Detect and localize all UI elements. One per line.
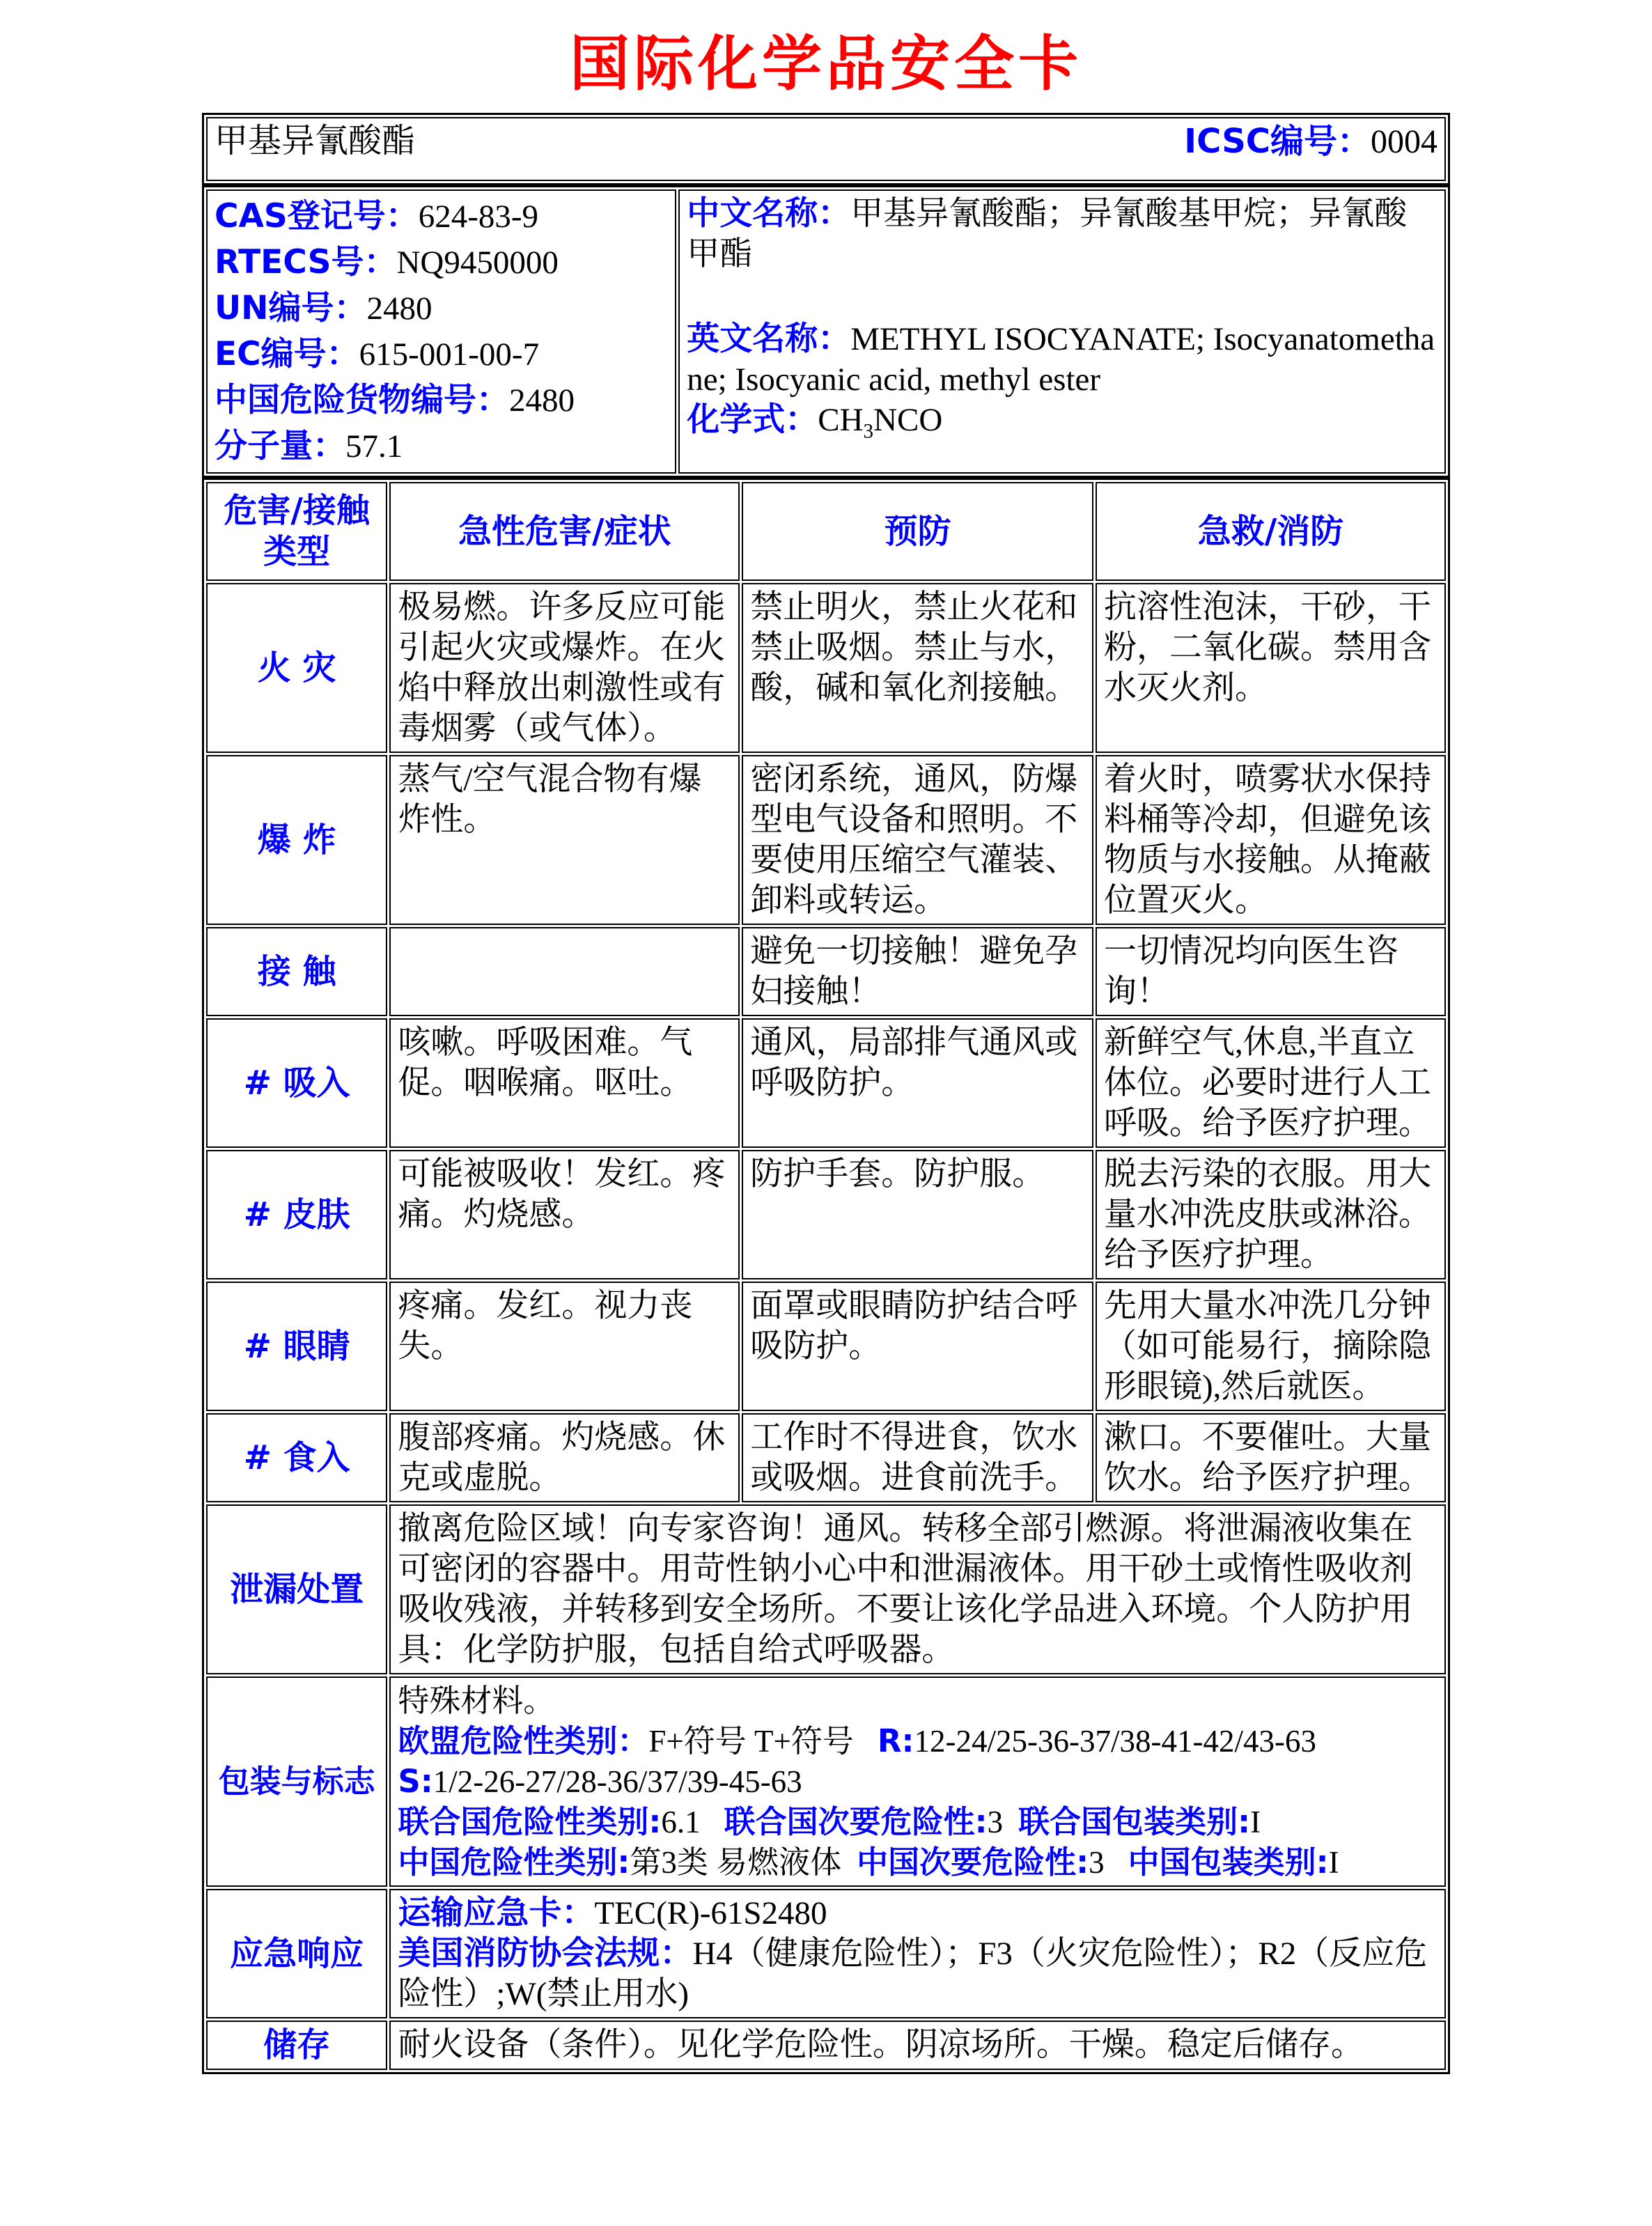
s-phrases-value: 1/2-26-27/28-36/37/39-45-63 [433, 1764, 802, 1799]
s-phrases-label: S: [398, 1763, 433, 1800]
un-class-label: 联合国危险性类别: [398, 1803, 662, 1840]
packaging-category: 包装与标志 [206, 1676, 387, 1887]
cn-name-block [687, 194, 1437, 274]
cn-dg-value: 2480 [509, 382, 575, 419]
page-title: 国际化学品安全卡 [570, 29, 1082, 99]
identifier-row [215, 240, 668, 286]
ingestion-prevention: 工作时不得进食，饮水或吸烟。进食前洗手。 [742, 1413, 1093, 1502]
transport-card-value: TEC(R)-61S2480 [594, 1895, 827, 1931]
cn-pack-label: 中国包装类别: [1128, 1844, 1329, 1881]
fire-category: 火 灾 [206, 583, 387, 753]
contact-row [206, 927, 1446, 1016]
nfpa-value: H4（健康危险性）；F3（火灾危险性）；R2（反应危险性）;W(禁止用水) [398, 1936, 1428, 2012]
skin-row [206, 1150, 1446, 1279]
fire-firstaid: 抗溶性泡沫，干砂，干粉，二氧化碳。禁用含水灭火剂。 [1096, 583, 1446, 753]
title-table [202, 113, 1450, 185]
identifier-row [215, 332, 668, 378]
inhalation-prevention: 通风，局部排气通风或呼吸防护。 [742, 1018, 1093, 1148]
r-phrases-label: R: [877, 1722, 914, 1759]
en-name-value: METHYL ISOCYANATE; Isocyanatomethane; Isocyanic acid, methyl ester [687, 321, 1435, 398]
icsc-number: 0004 [1371, 123, 1437, 160]
ingestion-symptoms: 腹部疼痛。灼烧感。休克或虚脱。 [389, 1413, 740, 1502]
contact-firstaid: 一切情况均向医生咨询！ [1096, 927, 1446, 1016]
inhalation-category: # 吸入 [206, 1018, 387, 1148]
storage-text: 耐火设备（条件）。见化学危险性。阴凉场所。干燥。稳定后储存。 [389, 2021, 1446, 2070]
un-value: 2480 [366, 290, 433, 327]
identifier-row [215, 423, 668, 469]
packaging-un-line [398, 1802, 1437, 1842]
skin-prevention: 防护手套。防护服。 [742, 1150, 1093, 1279]
storage-row [206, 2021, 1446, 2070]
contact-prevention: 避免一切接触！避免孕妇接触！ [742, 927, 1093, 1016]
header-symptoms: 急性危害/症状 [389, 482, 740, 581]
rtecs-label: RTECS号： [215, 243, 397, 281]
names-cell [678, 189, 1446, 474]
skin-firstaid: 脱去污染的衣服。用大量水冲洗皮肤或淋浴。给予医疗护理。 [1096, 1150, 1446, 1279]
storage-category: 储存 [206, 2021, 387, 2070]
fire-row [206, 583, 1446, 753]
identifiers-cell [206, 189, 676, 474]
cn-dg-label: 中国危险货物编号： [215, 381, 509, 419]
inhalation-firstaid: 新鲜空气,休息,半直立体位。必要时进行人工呼吸。给予医疗护理。 [1096, 1018, 1446, 1148]
fire-symptoms: 极易燃。许多反应可能引起火灾或爆炸。在火焰中释放出刺激性或有毒烟雾（或气体）。 [389, 583, 740, 753]
spill-category: 泄漏处置 [206, 1504, 387, 1674]
table-row [206, 117, 1446, 181]
cn-pack-value: I [1328, 1845, 1339, 1880]
mw-label: 分子量： [215, 427, 345, 465]
header-prevention: 预防 [742, 482, 1093, 581]
en-name-label: 英文名称： [687, 320, 851, 358]
fire-prevention: 禁止明火，禁止火花和禁止吸烟。禁止与水，酸，碱和氧化剂接触。 [742, 583, 1093, 753]
icsc-label: ICSC编号： [1184, 122, 1371, 161]
cn-class-label: 中国危险性类别: [398, 1844, 630, 1881]
ec-label: EC编号： [215, 335, 359, 373]
name-icsc-cell [206, 117, 1446, 181]
eyes-prevention: 面罩或眼睛防护结合呼吸防护。 [742, 1282, 1093, 1411]
eyes-row [206, 1282, 1446, 1411]
skin-category: # 皮肤 [206, 1150, 387, 1279]
rtecs-value: NQ9450000 [396, 244, 559, 281]
hazard-table [202, 478, 1450, 2074]
formula-rest: NCO [873, 402, 943, 438]
identifier-row [215, 286, 668, 332]
packaging-content [389, 1676, 1446, 1887]
formula-main: CH [818, 402, 864, 438]
table-row [206, 189, 1446, 474]
eu-class-label: 欧盟危险性类别： [398, 1722, 649, 1759]
inhalation-row [206, 1018, 1446, 1148]
un-class-value: 6.1 [661, 1805, 701, 1839]
explosion-firstaid: 着火时，喷雾状水保持料桶等冷却，但避免该物质与水接触。从掩蔽位置灭火。 [1096, 755, 1446, 925]
header-hazard-type: 危害/接触类型 [206, 482, 387, 581]
r-phrases-value: 12-24/25-36-37/38-41-42/43-63 [914, 1724, 1316, 1759]
cn-sub-value: 3 [1089, 1845, 1105, 1880]
cas-label: CAS登记号： [215, 197, 419, 235]
emergency-content [389, 1889, 1446, 2018]
un-sub-label: 联合国次要危险性: [724, 1803, 988, 1840]
explosion-symptoms: 蒸气/空气混合物有爆炸性。 [389, 755, 740, 925]
ingestion-firstaid: 漱口。不要催吐。大量饮水。给予医疗护理。 [1096, 1413, 1446, 1502]
cas-value: 624-83-9 [418, 199, 539, 235]
identifier-row [215, 194, 668, 240]
identity-table [202, 185, 1450, 478]
cn-sub-label: 中国次要危险性: [857, 1844, 1089, 1881]
eyes-category: # 眼睛 [206, 1282, 387, 1411]
chemical-name: 甲基异氰酸酯 [215, 123, 416, 159]
formula-subscript: 3 [863, 420, 874, 443]
un-label: UN编号： [215, 289, 367, 327]
packaging-special-material: 特殊材料。 [398, 1683, 555, 1718]
contact-symptoms [389, 927, 740, 1016]
packaging-eu-line [398, 1721, 1437, 1761]
eyes-firstaid: 先用大量水冲洗几分钟（如可能易行，摘除隐形眼镜),然后就医。 [1096, 1282, 1446, 1411]
identifier-row [215, 378, 668, 423]
cn-name-value: 甲基异氰酸酯；异氰酸基甲烷；异氰酸甲酯 [687, 196, 1408, 272]
explosion-row [206, 755, 1446, 925]
spill-row [206, 1504, 1446, 1674]
packaging-row [206, 1676, 1446, 1887]
packaging-s-line [398, 1761, 1437, 1802]
transport-card-line [398, 1893, 1437, 1933]
ingestion-row [206, 1413, 1446, 1502]
explosion-category: 爆 炸 [206, 755, 387, 925]
eyes-symptoms: 疼痛。发红。视力丧失。 [389, 1282, 740, 1411]
ingestion-category: # 食入 [206, 1413, 387, 1502]
nfpa-line [398, 1933, 1437, 2014]
un-pack-label: 联合国包装类别: [1018, 1803, 1251, 1840]
contact-category: 接 触 [206, 927, 387, 1016]
nfpa-label: 美国消防协会法规： [398, 1934, 693, 1972]
un-pack-value: I [1250, 1805, 1261, 1839]
explosion-prevention: 密闭系统，通风，防爆型电气设备和照明。不要使用压缩空气灌装、卸料或转运。 [742, 755, 1093, 925]
emergency-category: 应急响应 [206, 1889, 387, 2018]
inhalation-symptoms: 咳嗽。呼吸困难。气促。咽喉痛。呕吐。 [389, 1018, 740, 1148]
ec-value: 615-001-00-7 [359, 336, 540, 373]
cn-class-value: 第3类 易燃液体 [630, 1845, 842, 1880]
eu-class-value: F+符号 T+符号 [648, 1724, 854, 1759]
header-row [206, 482, 1446, 581]
formula-block [687, 400, 1437, 443]
header-firstaid: 急救/消防 [1096, 482, 1446, 581]
skin-symptoms: 可能被吸收！发红。疼痛。灼烧感。 [389, 1150, 740, 1279]
cn-name-label: 中文名称： [687, 194, 851, 233]
un-sub-value: 3 [987, 1805, 1004, 1839]
transport-card-label: 运输应急卡： [398, 1894, 595, 1932]
mw-value: 57.1 [345, 428, 403, 465]
packaging-cn-line [398, 1842, 1437, 1883]
en-name-block [687, 319, 1437, 400]
formula-label: 化学式： [687, 400, 818, 439]
emergency-row [206, 1889, 1446, 2018]
spill-text: 撤离危险区域！向专家咨询！通风。转移全部引燃源。将泄漏液收集在可密闭的容器中。用苛性钠小心中和泄漏液体。用干砂土或惰性吸收剂吸收残液，并转移到安全场所。不要让该化学品进入环境。个人防护用具：化学防护服，包括自给式呼吸器。 [389, 1504, 1446, 1674]
